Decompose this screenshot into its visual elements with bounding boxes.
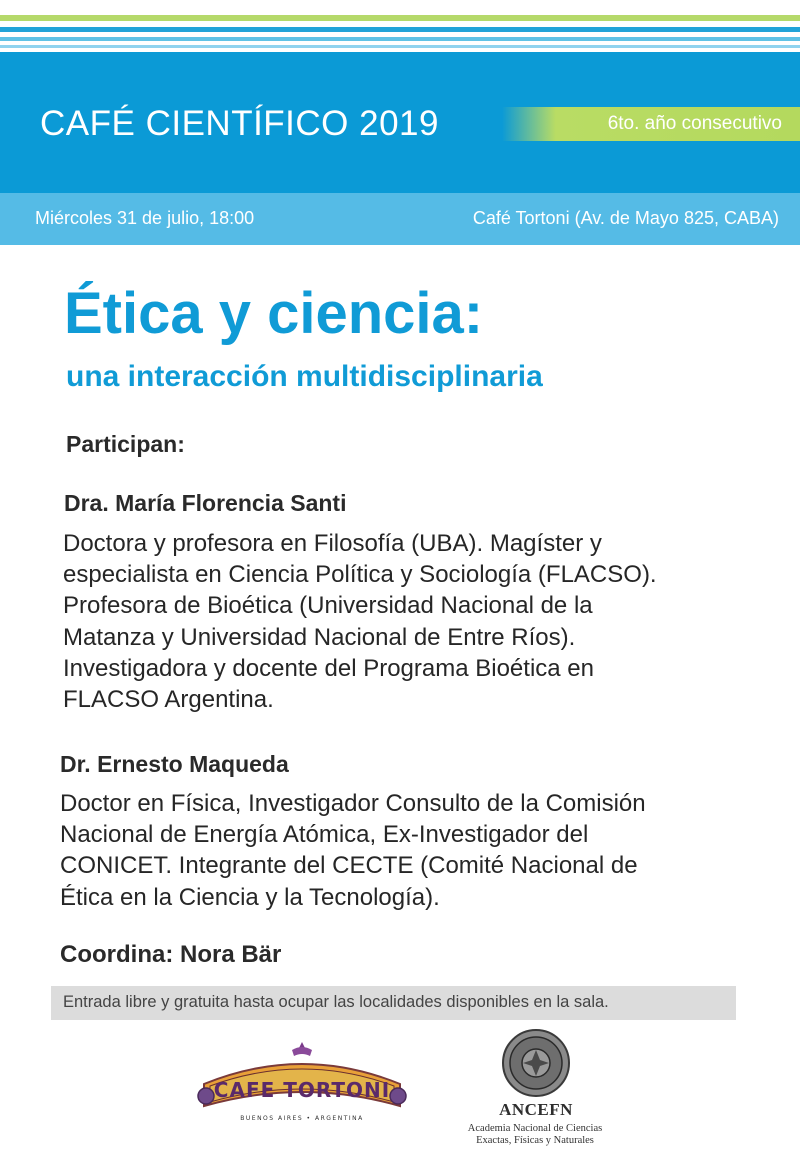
bio-line: Investigadora y docente del Programa Bioética en xyxy=(63,654,594,682)
participants-label: Participan: xyxy=(66,431,185,457)
cafe-tortoni-logo-graphic xyxy=(196,1040,408,1124)
top-stripe-pale-blue xyxy=(0,45,800,48)
entry-notice xyxy=(51,986,736,1020)
event-date-time: Miércoles 31 de julio, 18:00 xyxy=(35,208,255,228)
bio-line: especialista en Ciencia Política y Sociología (FLACSO). xyxy=(63,561,657,589)
participant-bio xyxy=(60,788,770,913)
participant-name: Dra. María Florencia Santi xyxy=(64,490,347,516)
edition-badge xyxy=(502,107,800,141)
bio-line: Ética en la Ciencia y la Tecnología). xyxy=(60,883,440,911)
cafe-tortoni-logo xyxy=(196,1040,408,1124)
bio-line: Doctora y profesora en Filosofía (UBA). Magíster y xyxy=(63,530,602,557)
participant-bio xyxy=(63,528,763,715)
edition-badge-text: 6to. año consecutivo xyxy=(607,113,782,134)
ancefn-subtitle-line: Academia Nacional de Ciencias xyxy=(467,1123,603,1134)
ancefn-title: ANCEFN xyxy=(499,1100,573,1119)
top-stripe-blue xyxy=(0,27,800,32)
bio-line: Doctor en Física, Investigador Consulto de la Comisión xyxy=(60,790,646,817)
bio-line: Matanza y Universidad Nacional de Entre Ríos). xyxy=(63,623,576,651)
entry-notice-text: Entrada libre y gratuita hasta ocupar las localidades disponibles en la sala. xyxy=(63,993,609,1011)
bio-line: Profesora de Bioética (Universidad Nacional de la xyxy=(63,592,593,620)
ancefn-subtitle-line: Exactas, Físicas y Naturales xyxy=(476,1135,594,1146)
bio-line: FLACSO Argentina. xyxy=(63,686,274,714)
coordinator: Coordina: Nora Bär xyxy=(60,941,282,968)
event-series-title: CAFÉ CIENTÍFICO 2019 xyxy=(40,104,439,143)
ancefn-seal-icon xyxy=(501,1028,571,1098)
top-stripe-light-blue xyxy=(0,37,800,41)
bio-line: CONICET. Integrante del CECTE (Comité Nacional de xyxy=(60,852,638,880)
tortoni-logo-word: CAFE TORTONI xyxy=(213,1078,391,1102)
top-stripe-green xyxy=(0,15,800,21)
event-venue: Café Tortoni (Av. de Mayo 825, CABA) xyxy=(472,208,779,228)
talk-title: Ética y ciencia: xyxy=(64,281,484,346)
participant-name: Dr. Ernesto Maqueda xyxy=(60,751,289,777)
bio-line: Nacional de Energía Atómica, Ex-Investigador del xyxy=(60,821,589,849)
talk-subtitle: una interacción multidisciplinaria xyxy=(66,360,543,393)
ancefn-subtitle xyxy=(450,1123,620,1147)
tortoni-logo-subtitle: BUENOS AIRES • ARGENTINA xyxy=(240,1115,364,1122)
